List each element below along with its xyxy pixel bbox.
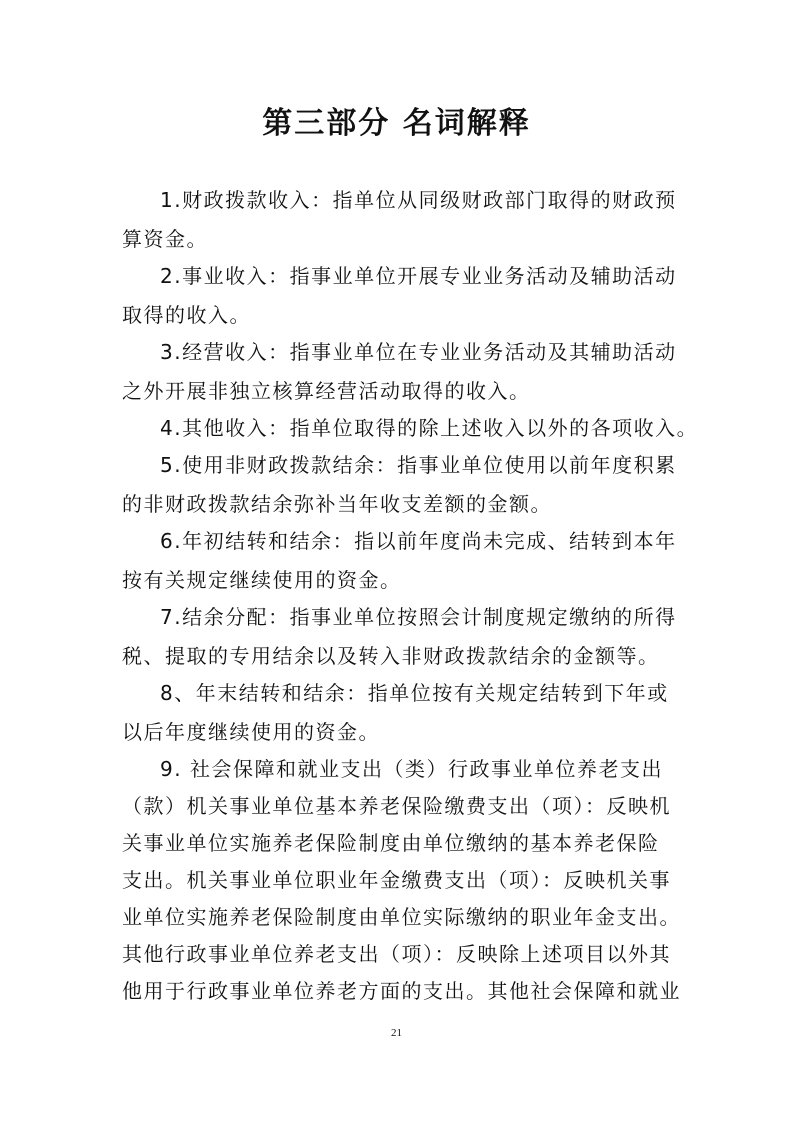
text-line: 之外开展非独立核算经营活动取得的收入。 xyxy=(122,379,531,403)
text-line: 税、提取的专用结余以及转入非财政拨款结余的金额等。 xyxy=(122,644,660,668)
text-line: 2.事业收入：指事业单位开展专业业务活动及辅助活动 xyxy=(160,264,677,288)
text-line: 算资金。 xyxy=(122,227,208,251)
text-line: 7.结余分配：指事业单位按照会计制度规定缴纳的所得 xyxy=(160,605,677,629)
text-line: 按有关规定继续使用的资金。 xyxy=(122,568,402,592)
text-line: 支出。机关事业单位职业年金缴费支出（项）：反映机关事 xyxy=(122,868,671,892)
text-line: 以后年度继续使用的资金。 xyxy=(122,720,380,744)
text-line: 取得的收入。 xyxy=(122,303,251,327)
text-line: 4.其他收入：指单位取得的除上述收入以外的各项收入。 xyxy=(160,416,699,440)
text-line: 8、年末结转和结余：指单位按有关规定结转到下年或 xyxy=(160,681,669,705)
page-title: 第三部分 名词解释 xyxy=(262,106,531,141)
page-number: 21 xyxy=(391,1027,402,1039)
text-line: 3.经营收入：指事业单位在专业业务活动及其辅助活动 xyxy=(160,340,677,364)
text-line: 业单位实施养老保险制度由单位实际缴纳的职业年金支出。 xyxy=(122,905,681,929)
text-line: 的非财政拨款结余弥补当年收支差额的金额。 xyxy=(122,492,552,516)
text-line: （款）机关事业单位基本养老保险缴费支出（项）：反映机 xyxy=(122,794,671,818)
text-line: 5.使用非财政拨款结余：指事业单位使用以前年度积累 xyxy=(160,453,677,477)
text-line: 9. 社会保障和就业支出（类）行政事业单位养老支出 xyxy=(160,757,663,781)
text-line: 关事业单位实施养老保险制度由单位缴纳的基本养老保险 xyxy=(122,831,660,855)
text-line: 他用于行政事业单位养老方面的支出。其他社会保障和就业 xyxy=(122,979,681,1003)
text-line: 1.财政拨款收入：指单位从同级财政部门取得的财政预 xyxy=(160,188,677,212)
text-line: 其他行政事业单位养老支出（项）：反映除上述项目以外其 xyxy=(122,942,671,966)
text-line: 6.年初结转和结余：指以前年度尚未完成、结转到本年 xyxy=(160,529,677,553)
